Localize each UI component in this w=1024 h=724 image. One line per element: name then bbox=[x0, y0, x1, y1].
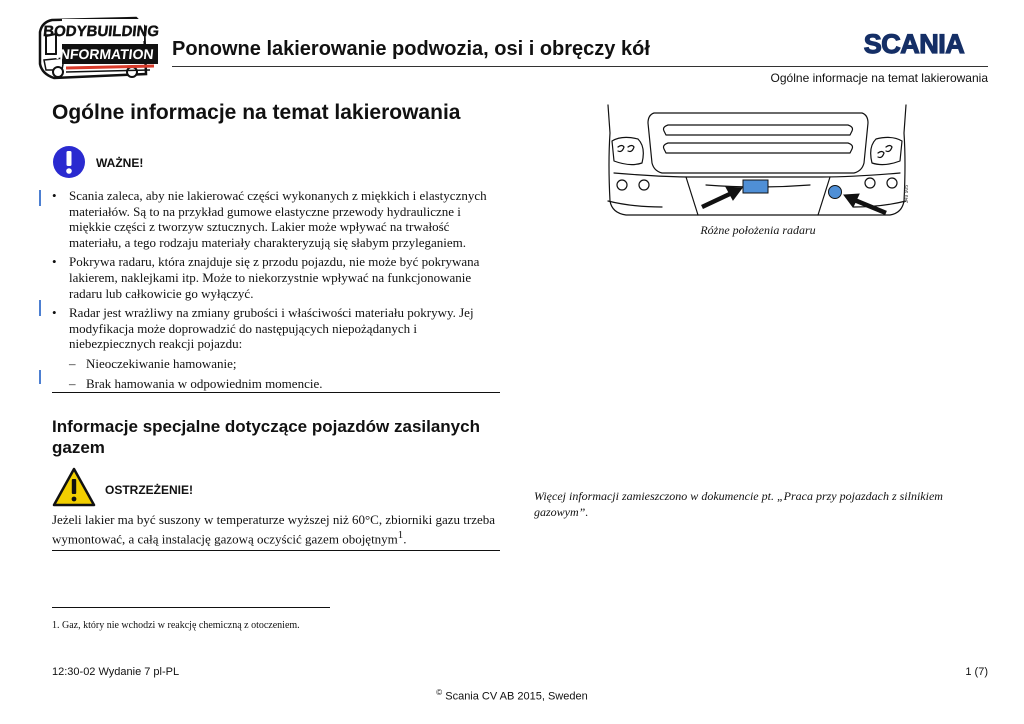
dash-text: Brak hamowania w odpowiednim momencie. bbox=[86, 375, 323, 391]
header-divider bbox=[172, 66, 988, 67]
important-label: WAŻNE! bbox=[96, 156, 144, 170]
logo-text-top: BODYBUILDING bbox=[42, 23, 160, 40]
bullet-list bbox=[52, 188, 502, 395]
figure-code: 349 905 bbox=[904, 184, 910, 203]
bullet-text: Radar jest wrażliwy na zmiany grubości i właściwości materiału pokrywy. Jej modyfikacja może doprowadzić do następujących niepożądanych i niebezpiecznych reakcji pojazdu: bbox=[69, 305, 474, 352]
page-number: 1 (7) bbox=[965, 666, 988, 678]
section-divider bbox=[52, 550, 500, 551]
header-subtitle: Ogólne informacje na temat lakierowania bbox=[770, 71, 988, 85]
figure-caption: Różne położenia radaru bbox=[700, 223, 816, 237]
sub-list-item: – Brak hamowania w odpowiednim momencie. bbox=[69, 375, 323, 391]
copyright bbox=[0, 688, 1024, 703]
document-version: 12:30-02 Wydanie 7 pl-PL bbox=[52, 666, 180, 678]
important-exclamation-icon bbox=[52, 145, 86, 179]
warning-text bbox=[52, 512, 502, 547]
more-info-note: Więcej informacji zamieszczono w dokumencie pt. „Praca przy pojazdach z silnikiem gazowym”. bbox=[534, 489, 943, 519]
scania-logo bbox=[840, 30, 988, 56]
copyright-symbol: © bbox=[436, 688, 443, 697]
section-heading-gas-vehicles: Informacje specjalne dotyczące pojazdów zasilanych gazem bbox=[52, 417, 480, 457]
change-bar bbox=[39, 370, 41, 384]
section-divider bbox=[52, 392, 500, 393]
warning-text-body: Jeżeli lakier ma być suszony w temperaturze wyższej niż 60°C, zbiorniki gazu trzeba wymontować, a całą instalację gazową oczyścić gazem obojętnym bbox=[52, 512, 496, 546]
footnote-divider bbox=[52, 607, 330, 608]
list-item: • Scania zaleca, aby nie lakierować części wykonanych z miękkich i elastycznych materiałów. Są to na przykład gumowe elastyczne przewody hydrauliczne i miękkie części z tworzyw sztucznych. Lakier może wpływać na trwałość materiału, a tego rodzaju materiały charakteryzują się słabym przyleganiem. bbox=[52, 188, 487, 250]
dash-text: Nieoczekiwanie hamowanie; bbox=[86, 355, 237, 371]
warning-text-end: . bbox=[403, 530, 407, 546]
footnote-reference[interactable]: 1 bbox=[397, 528, 404, 541]
change-bar bbox=[39, 190, 41, 206]
page-title: Ponowne lakierowanie podwozia, osi i obręczy kół bbox=[172, 38, 650, 60]
warning-label: OSTRZEŻENIE! bbox=[105, 483, 194, 497]
change-bar bbox=[39, 300, 41, 316]
bodybuilding-information-logo bbox=[36, 14, 160, 84]
list-item: • Pokrywa radaru, która znajduje się z przodu pojazdu, nie może być pokrywana lakierem, naklejkami itp. Może to niekorzystnie wpływać na funkcjonowanie radaru lub całkowicie go wyłączyć. bbox=[52, 254, 480, 301]
truck-front-radar-figure bbox=[602, 103, 914, 221]
section-heading-painting: Ogólne informacje na temat lakierowania bbox=[52, 101, 461, 124]
sub-list-item: – Nieoczekiwanie hamowanie; bbox=[69, 355, 237, 371]
footnote: 1. Gaz, który nie wchodzi w reakcję chemiczną z otoczeniem. bbox=[52, 620, 300, 631]
list-item: • Radar jest wrażliwy na zmiany grubości i właściwości materiału pokrywy. Jej modyfikacja może doprowadzić do następujących niepożądanych i niebezpiecznych reakcji pojazdu: bbox=[52, 305, 474, 352]
bullet-text: Pokrywa radaru, która znajduje się z przodu pojazdu, nie może być pokrywana lakierem, naklejkami itp. Może to niekorzystnie wpływać na funkcjonowanie radaru lub całkowicie go wyłączyć. bbox=[69, 254, 480, 301]
bullet-text: Scania zaleca, aby nie lakierować części wykonanych z miękkich i elastycznych materiałów. Są to na przykład gumowe elastyczne przewody hydrauliczne i miękkie części z tworzyw sztucznych. Lakier może wpływać na trwałość materiału, a tego rodzaju materiały charakteryzują się słabym przyleganiem. bbox=[69, 188, 487, 250]
scania-logo-text: SCANIA bbox=[863, 30, 965, 56]
logo-text-bottom: INFORMATION bbox=[55, 46, 155, 62]
copyright-text: Scania CV AB 2015, Sweden bbox=[445, 690, 588, 703]
warning-triangle-icon bbox=[52, 467, 96, 507]
